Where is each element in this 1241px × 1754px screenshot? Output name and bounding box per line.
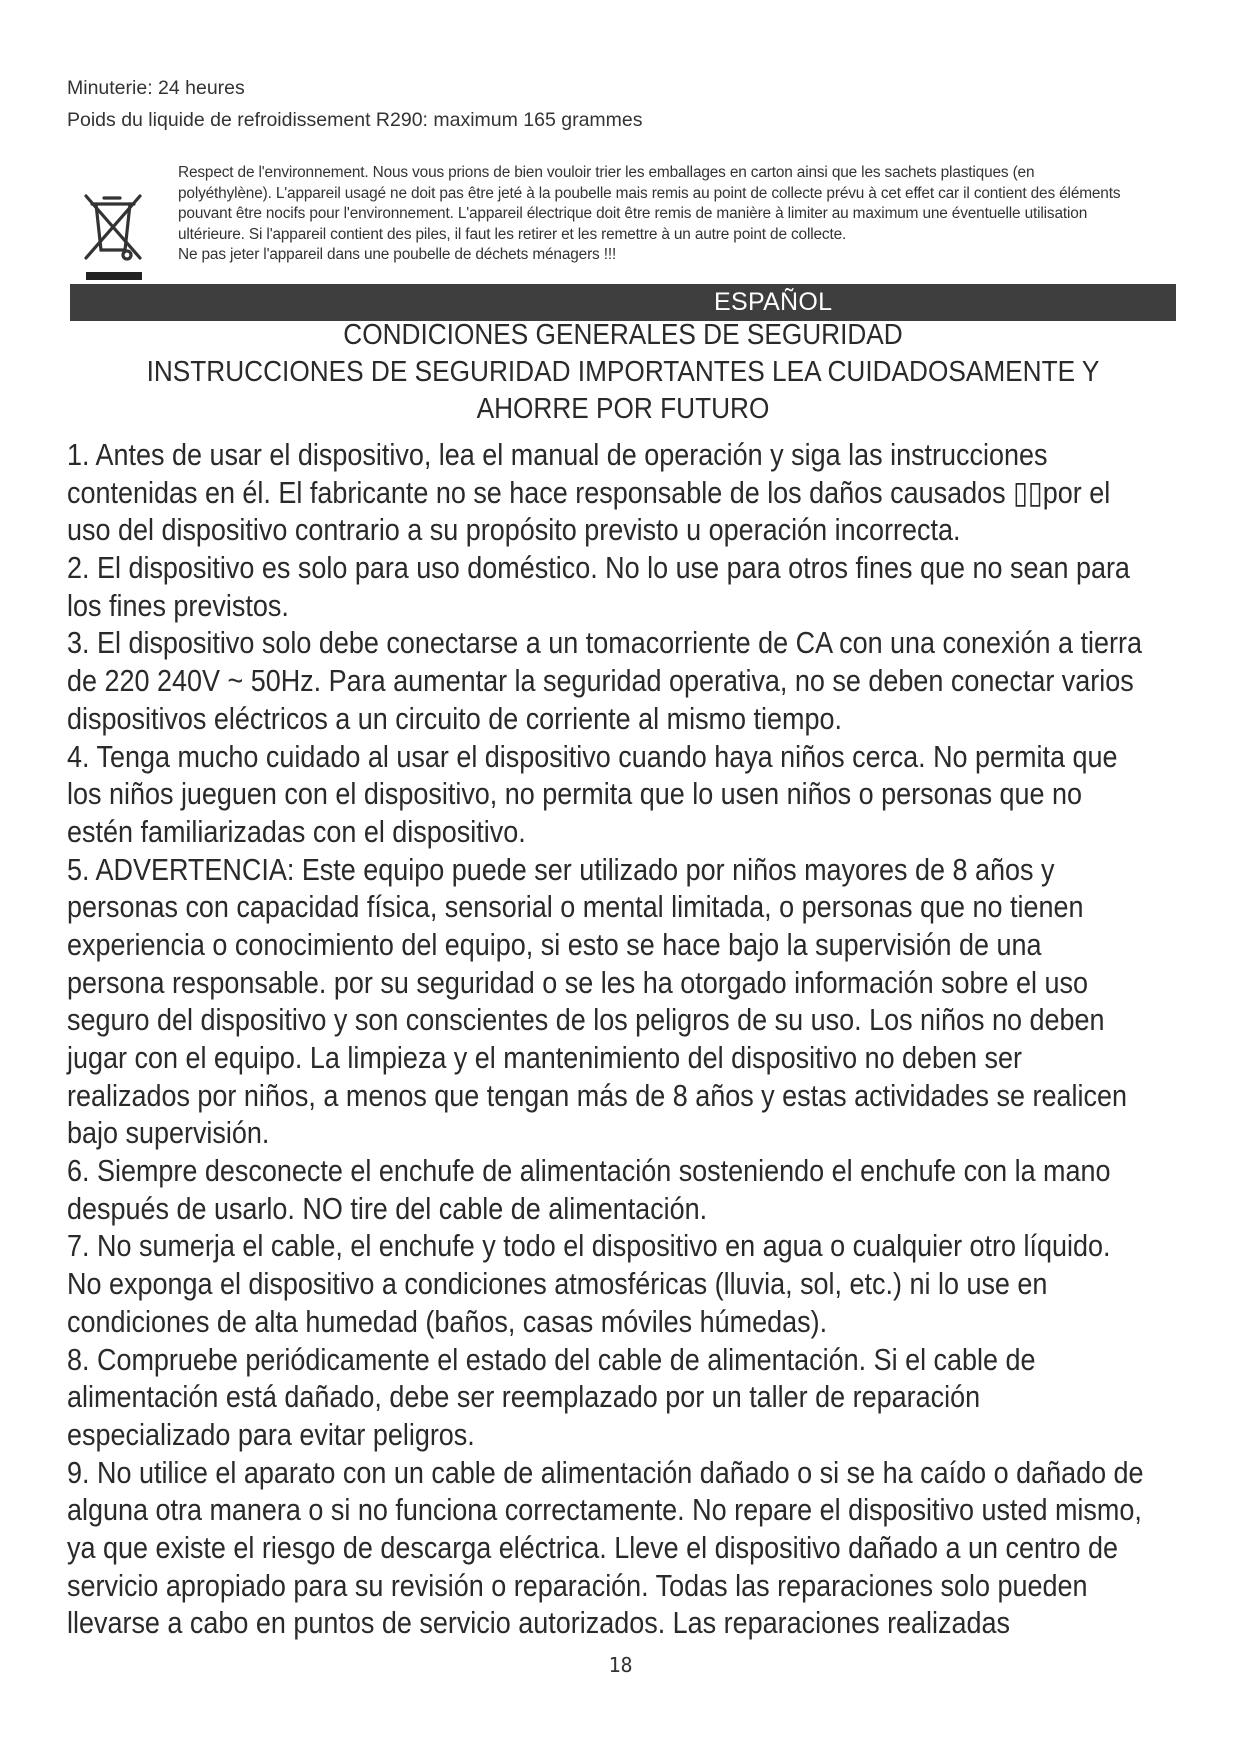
spec-coolant-line: Poids du liquide de refroidissement R290: maximum 165 grammes xyxy=(67,109,643,131)
instruction-line: 4. Tenga mucho cuidado al usar el dispositivo cuando haya niños cerca. No permita que xyxy=(67,738,1118,774)
environment-notice-line: Respect de l'environnement. Nous vous prions de bien vouloir trier les emballages en carton ainsi que les sachets plastiques (en xyxy=(178,164,1035,181)
instruction-line: ya que existe el riesgo de descarga eléctrica. Lleve el dispositivo dañado a un centro de xyxy=(67,1529,1118,1565)
instruction-line: alimentación está dañado, debe ser reemplazado por un taller de reparación xyxy=(67,1379,981,1415)
page-number: 18 xyxy=(608,1653,633,1677)
instruction-line: 5. ADVERTENCIA: Este equipo puede ser utilizado por niños mayores de 8 años y xyxy=(67,851,1055,887)
section-title: CONDICIONES GENERALES DE SEGURIDAD xyxy=(343,319,903,351)
instruction-line: estén familiarizadas con el dispositivo. xyxy=(67,813,526,849)
environment-notice xyxy=(178,163,1188,266)
environment-notice-line: polyéthylène). L'appareil usagé ne doit pas être jeté à la poubelle mais remis au point de collecte prévu à cet effet car il contient des éléments xyxy=(178,184,1121,202)
instruction-line: alguna otra manera o si no funciona correctamente. No repare el dispositivo usted mismo, xyxy=(67,1492,1142,1528)
section-subtitle-line-1: INSTRUCCIONES DE SEGURIDAD IMPORTANTES LEA CUIDADOSAMENTE Y xyxy=(146,356,1100,388)
instruction-line: 6. Siempre desconecte el enchufe de alimentación sosteniendo el enchufe con la mano xyxy=(67,1153,1111,1189)
instruction-line: seguro del dispositivo y son conscientes de los peligros de su uso. Los niños no deben xyxy=(67,1002,1105,1038)
instruction-line: persona responsable. por su seguridad o se les ha otorgado información sobre el uso xyxy=(67,964,1089,1000)
instruction-line: 9. No utilice el aparato con un cable de alimentación dañado o si se ha caído o dañado de xyxy=(67,1454,1144,1490)
instruction-line: 1. Antes de usar el dispositivo, lea el manual de operación y siga las instrucciones xyxy=(67,437,1048,472)
instruction-line: los niños jueguen con el dispositivo, no permita que lo usen niños o personas que no xyxy=(67,776,1083,812)
instruction-line: No exponga el dispositivo a condiciones atmosféricas (lluvia, sol, etc.) ni lo use en xyxy=(67,1266,1048,1302)
instruction-line: uso del dispositivo contrario a su propósito previsto u operación incorrecta. xyxy=(67,512,961,548)
section-subtitle-line-2: AHORRE POR FUTURO xyxy=(476,393,770,425)
crossed-out-wheelie-bin-icon xyxy=(80,188,148,284)
header-specs xyxy=(67,72,643,136)
language-label: ESPAÑOL xyxy=(714,288,833,316)
instruction-line: jugar con el equipo. La limpieza y el mantenimiento del dispositivo no deben ser xyxy=(67,1040,1023,1075)
instruction-line: especializado para evitar peligros. xyxy=(67,1416,475,1452)
instruction-line: después de usarlo. NO tire del cable de alimentación. xyxy=(67,1190,708,1226)
instruction-line: los fines previstos. xyxy=(67,587,289,623)
instruction-line: 3. El dispositivo solo debe conectarse a un tomacorriente de CA con una conexión a tierra xyxy=(67,625,1142,661)
instruction-line: bajo supervisión. xyxy=(67,1115,270,1151)
instruction-line: realizados por niños, a menos que tengan más de 8 años y estas actividades se realicen xyxy=(67,1077,1127,1113)
environment-notice-line: Ne pas jeter l'appareil dans une poubelle de déchets ménagers !!! xyxy=(178,246,617,264)
environment-notice-line: ultérieure. Si l'appareil contient des piles, il faut les retirer et les remettre à un autre point de collecte. xyxy=(178,225,847,243)
language-bar xyxy=(70,284,1176,321)
instruction-line: dispositivos eléctricos a un circuito de corriente al mismo tiempo. xyxy=(67,700,842,736)
instruction-line: contenidas en él. El fabricante no se hace responsable de los daños causados ▯▯por el xyxy=(67,474,1111,510)
instruction-line: servicio apropiado para su revisión o reparación. Todas las reparaciones solo pueden xyxy=(67,1567,1088,1603)
spec-timer-line: Minuterie: 24 heures xyxy=(67,77,245,99)
instruction-line: 7. No sumerja el cable, el enchufe y todo el dispositivo en agua o cualquier otro líquido. xyxy=(67,1228,1111,1264)
instruction-line: condiciones de alta humedad (baños, casas móviles húmedas). xyxy=(67,1303,828,1339)
safety-instructions xyxy=(67,436,1197,1642)
instruction-line: personas con capacidad física, sensorial o mental limitada, o personas que no tienen xyxy=(67,889,1084,925)
instruction-line: 2. El dispositivo es solo para uso doméstico. No lo use para otros fines que no sean para xyxy=(67,550,1130,586)
instruction-line: de 220 240V ~ 50Hz. Para aumentar la seguridad operativa, no se deben conectar varios xyxy=(67,663,1134,699)
environment-notice-line: pouvant être nocifs pour l'environnement. L'appareil électrique doit être remis de manière à limiter au maximum une éventuelle utilisation xyxy=(178,205,1088,223)
instruction-line: experiencia o conocimiento del equipo, si esto se hace bajo la supervisión de una xyxy=(67,926,1042,962)
instruction-line: llevarse a cabo en puntos de servicio autorizados. Las reparaciones realizadas xyxy=(67,1605,1011,1641)
instruction-line: 8. Compruebe periódicamente el estado del cable de alimentación. Si el cable de xyxy=(67,1341,1036,1377)
